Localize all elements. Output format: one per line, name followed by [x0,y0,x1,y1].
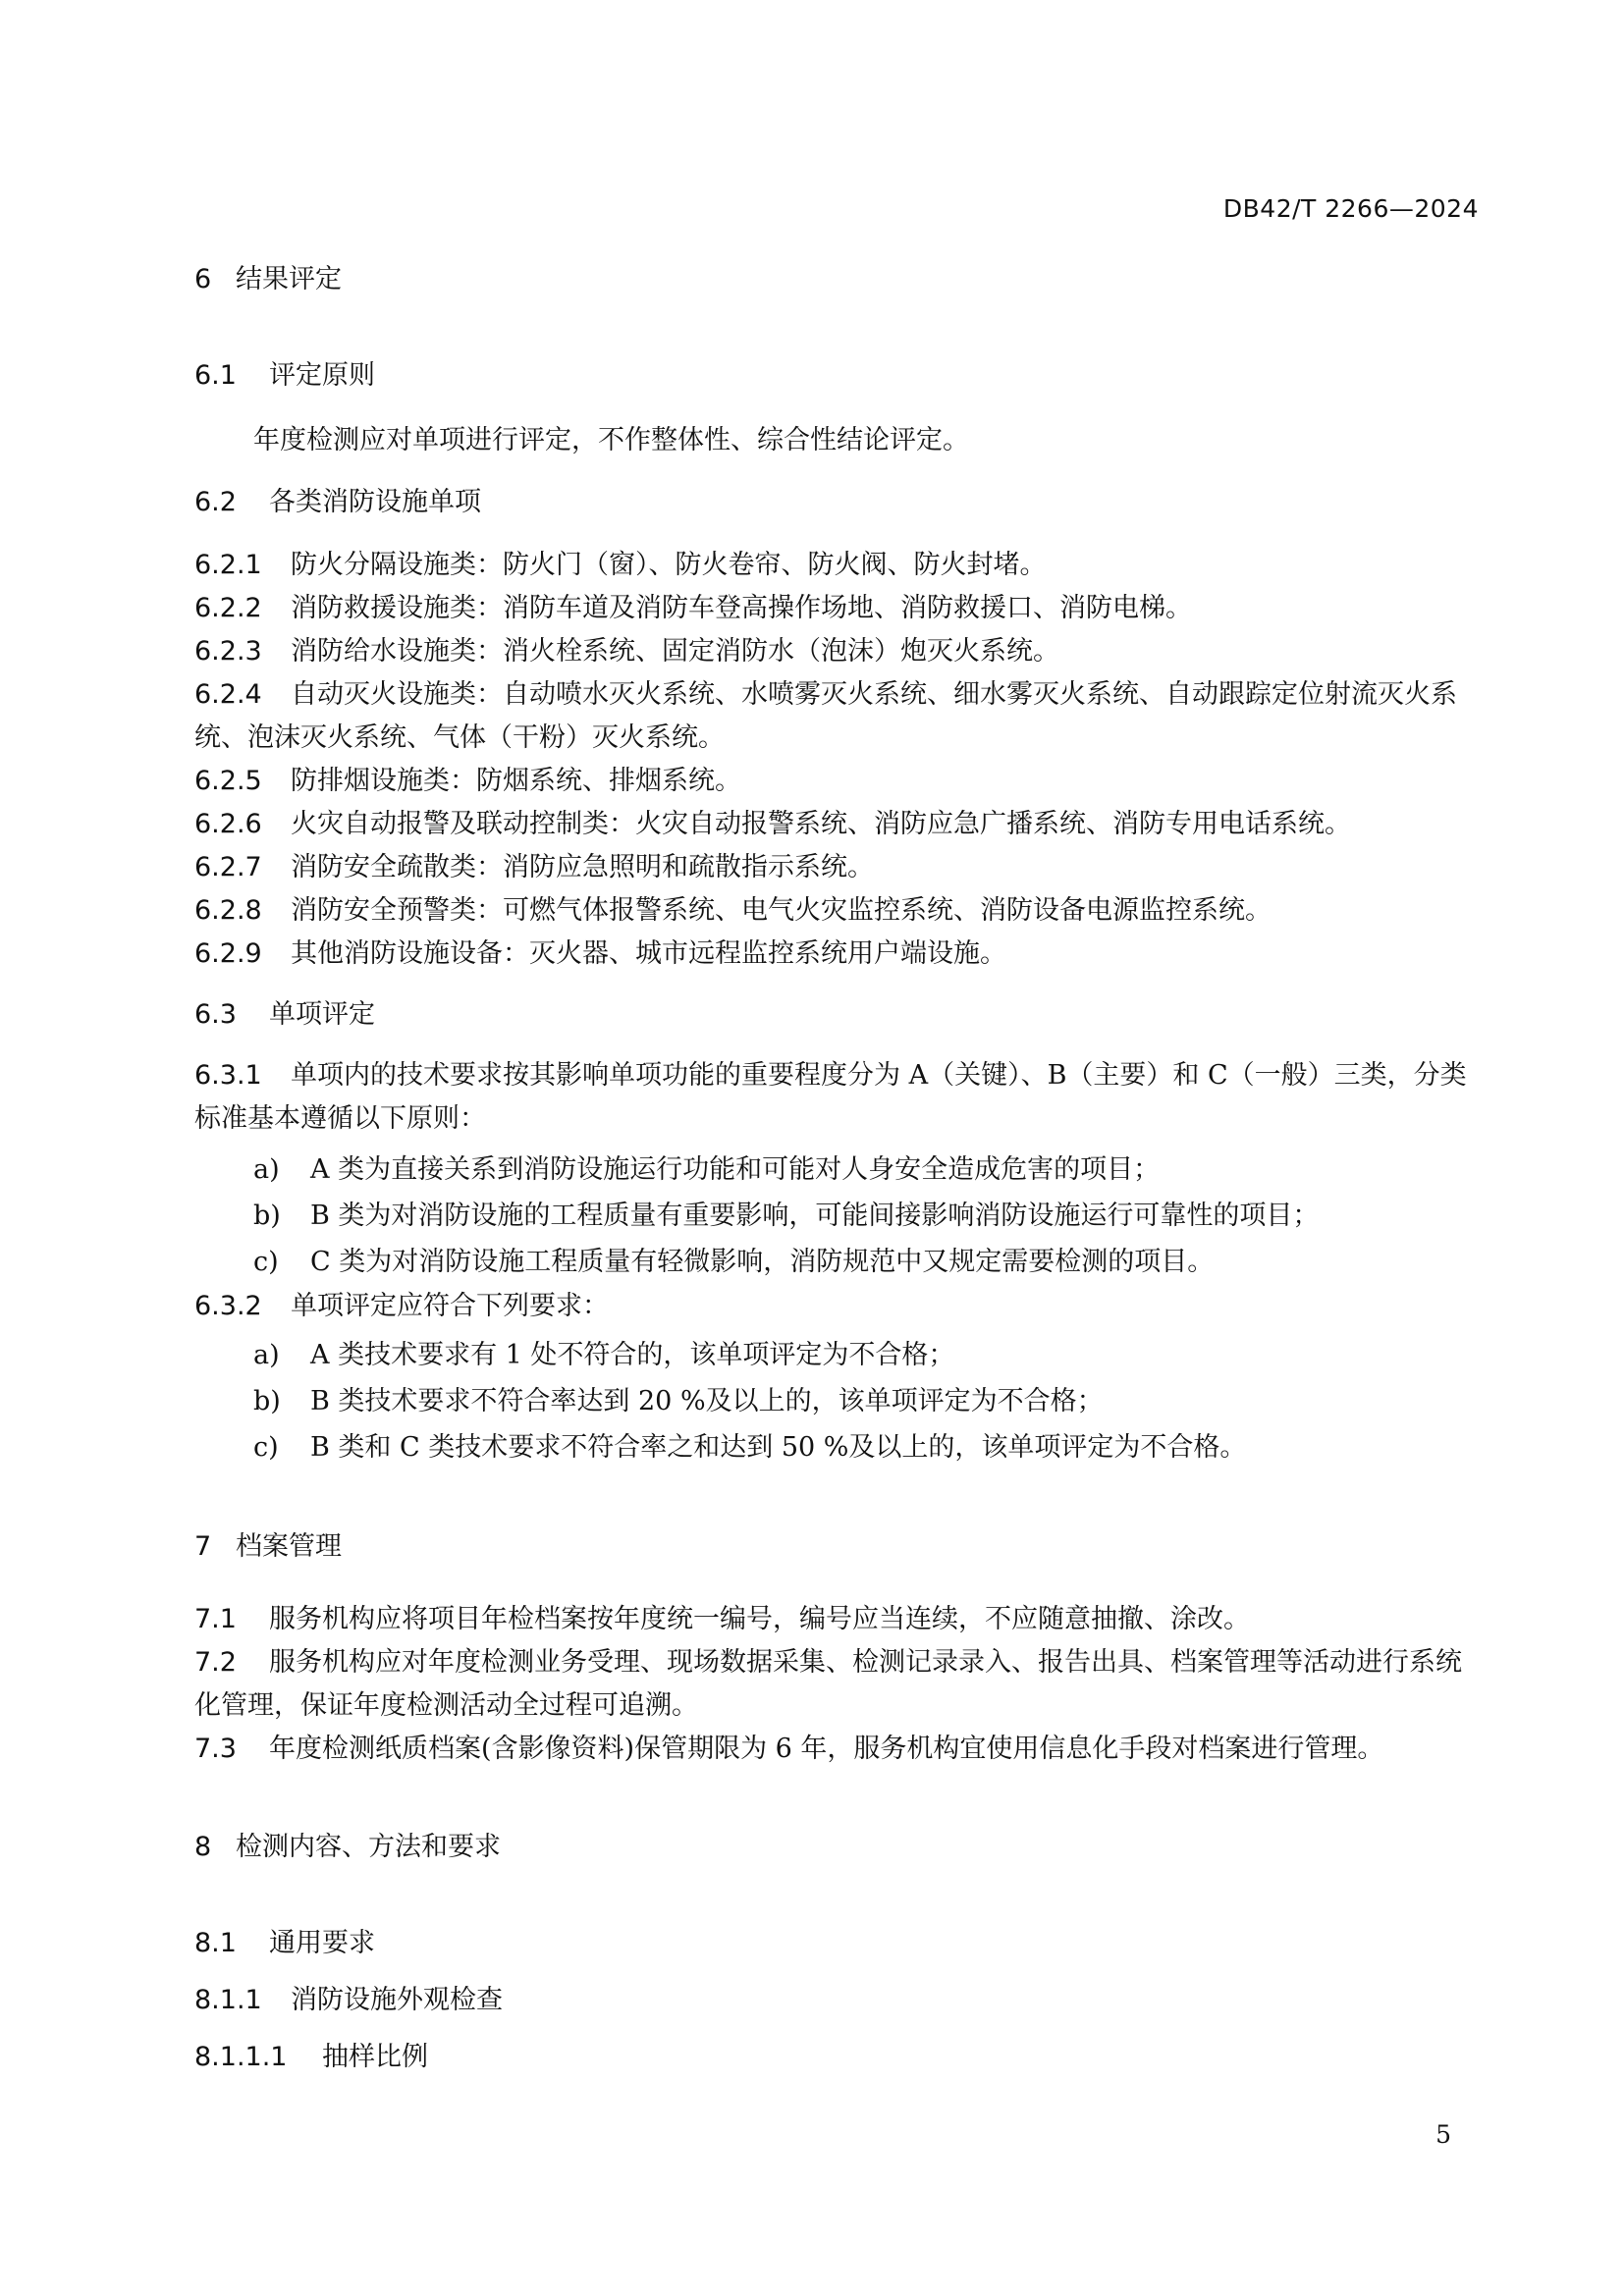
section-6-3-heading: 6.3 单项评定 [194,999,375,1030]
section-6-1-text: 年度检测应对单项进行评定，不作整体性、综合性结论评定。 [253,425,969,455]
list-item: c) C 类为对消防设施工程质量有轻微影响，消防规范中又规定需要检测的项目。 [253,1247,1215,1277]
clause-6-3-1-list [194,1147,1477,1285]
section-6-2-heading: 6.2 各类消防设施单项 [194,487,481,517]
section-8-1-1-1-heading: 8.1.1.1 抽样比例 [194,2042,428,2072]
clause-item: 6.2.9 其他消防设施设备：灭火器、城市远程监控系统用户端设施。 [194,938,1006,969]
page-number: 5 [1435,2120,1451,2149]
clause-item: 7.3 年度检测纸质档案(含影像资料)保管期限为 6 年，服务机构宜使用信息化手段对档案进行管理。 [194,1734,1384,1764]
page-content [194,260,1477,2077]
list-item: a) A 类技术要求有 1 处不符合的，该单项评定为不合格； [253,1340,955,1370]
section-7-items [194,1598,1477,1771]
clause-6-3-2: 6.3.2 单项评定应符合下列要求： [194,1291,609,1321]
clause-item: 6.2.1 防火分隔设施类：防火门（窗）、防火卷帘、防火阀、防火封堵。 [194,550,1047,580]
clause-item: 6.2.7 消防安全疏散类：消防应急照明和疏散指示系统。 [194,852,874,882]
section-8-1-1-heading: 8.1.1 消防设施外观检查 [194,1985,503,2015]
section-8-heading: 8 检测内容、方法和要求 [194,1832,501,1862]
section-6-2-items [194,544,1477,976]
clause-item: 6.2.8 消防安全预警类：可燃气体报警系统、电气火灾监控系统、消防设备电源监控系统。 [194,895,1272,926]
clause-item: 7.1 服务机构应将项目年检档案按年度统一编号，编号应当连续，不应随意抽撤、涂改。 [194,1604,1250,1634]
clause-item: 6.2.3 消防给水设施类：消火栓系统、固定消防水（泡沫）炮灭火系统。 [194,636,1059,667]
clause-6-3-2-list [194,1332,1477,1470]
list-item: a) A 类为直接关系到消防设施运行功能和可能对人身安全造成危害的项目； [253,1154,1161,1185]
clause-6-3-1: 6.3.1 单项内的技术要求按其影响单项功能的重要程度分为 A（关键）、B（主要）和 C（一般）三类，分类标准基本遵循以下原则： [194,1060,1467,1134]
section-6-1-heading: 6.1 评定原则 [194,360,375,391]
clause-item: 6.2.6 火灾自动报警及联动控制类：火灾自动报警系统、消防应急广播系统、消防专用电话系统。 [194,809,1351,839]
standard-code: DB42/T 2266—2024 [1222,194,1479,223]
list-item: b) B 类技术要求不符合率达到 20 %及以上的，该单项评定为不合格； [253,1386,1104,1416]
list-item: c) B 类和 C 类技术要求不符合率之和达到 50 %及以上的，该单项评定为不合格。 [253,1432,1247,1463]
section-8-1-heading: 8.1 通用要求 [194,1928,375,1958]
section-7-heading: 7 档案管理 [194,1531,342,1562]
list-item: b) B 类为对消防设施的工程质量有重要影响，可能间接影响消防设施运行可靠性的项目； [253,1201,1320,1231]
section-6-heading: 6 结果评定 [194,264,342,294]
clause-item: 6.2.4 自动灭火设施类：自动喷水灭火系统、水喷雾灭火系统、细水雾灭火系统、自动跟踪定位射流灭火系统、泡沫灭火系统、气体（干粉）灭火系统。 [194,679,1457,753]
clause-item: 6.2.2 消防救援设施类：消防车道及消防车登高操作场地、消防救援口、消防电梯。 [194,593,1192,623]
clause-item: 7.2 服务机构应对年度检测业务受理、现场数据采集、检测记录录入、报告出具、档案管理等活动进行系统化管理，保证年度检测活动全过程可追溯。 [194,1647,1462,1721]
clause-item: 6.2.5 防排烟设施类：防烟系统、排烟系统。 [194,766,741,796]
